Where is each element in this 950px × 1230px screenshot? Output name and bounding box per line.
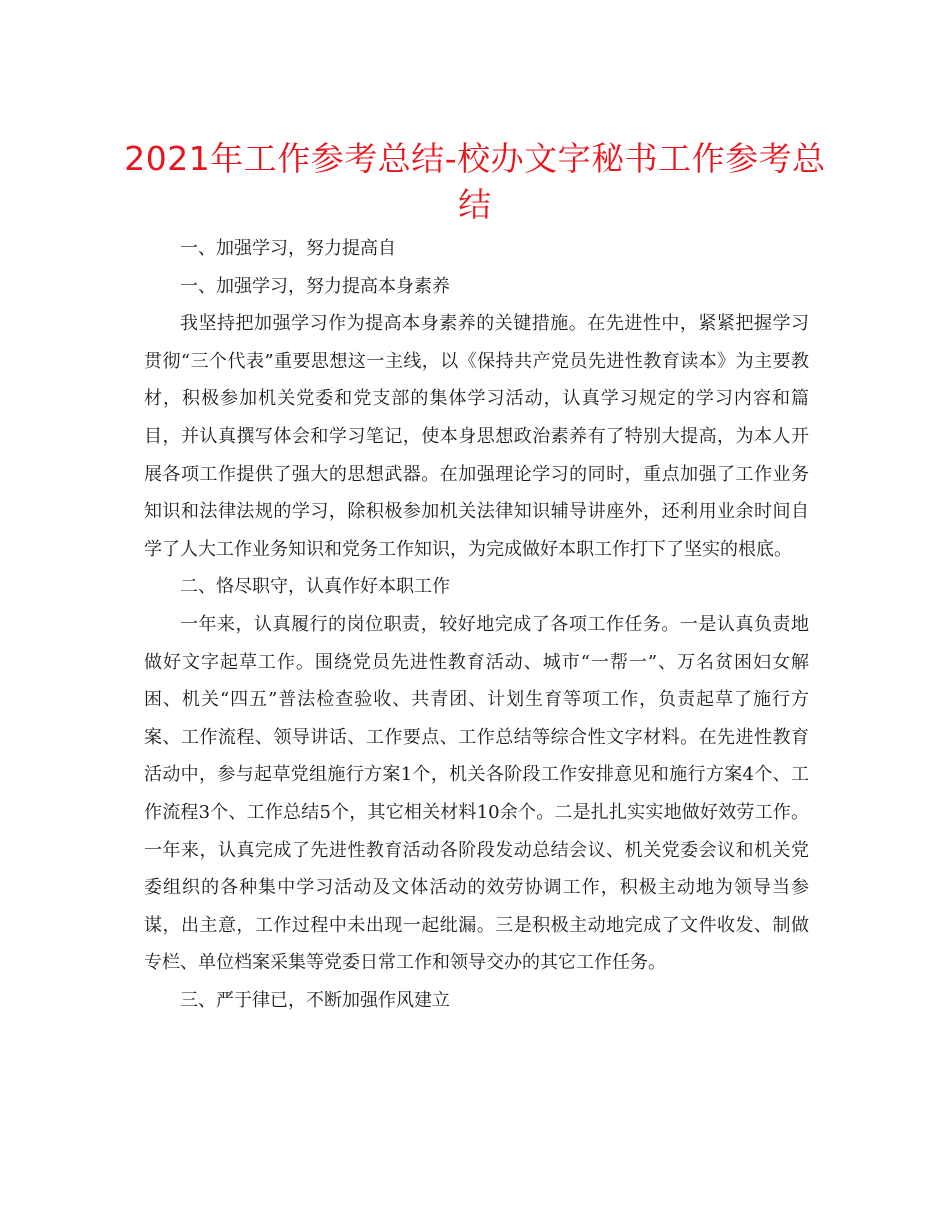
document-body	[144, 230, 809, 1019]
paragraph-study: 我坚持把加强学习作为提高本身素养的关键措施。在先进性中，紧紧把握学习贯彻“三个代表”重要思想这一主线，以《保持共产党员先进性教育读本》为主要教材，积极参加机关党委和党支部的集体学习活动，认真学习规定的学习内容和篇目，并认真撰写体会和学习笔记，使本身思想政治素养有了特别大提高，为本人开展各项工作提供了强大的思想武器。在加强理论学习的同时，重点加强了工作业务知识和法律法规的学习，除积极参加机关法律知识辅导讲座外，还利用业余时间自学了人大工作业务知识和党务工作知识，为完成做好本职工作打下了坚实的根底。	[144, 313, 809, 560]
paragraph-section-heading-3: 三、严于律已，不断加强作风建立	[180, 989, 450, 1011]
document-title: 2021年工作参考总结-校办文字秘书工作参考总结	[124, 139, 826, 224]
paragraph-duties: 一年来，认真履行的岗位职责，较好地完成了各项工作任务。一是认真负责地做好文字起草工作。围绕党员先进性教育活动、城市“一帮一”、万名贫困妇女解困、机关“四五”普法检查验收、共青团、计划生育等项工作，负责起草了施行方案、工作流程、领导讲话、工作要点、工作总结等综合性文字材料。在先进性教育活动中，参与起草党组施行方案1个，机关各阶段工作安排意见和施行方案4个、工作流程3个、工作总结5个，其它相关材料10余个。二是扎扎实实地做好效劳工作。一年来，认真完成了先进性教育活动各阶段发动总结会议、机关党委会议和机关党委组织的各种集中学习活动及文体活动的效劳协调工作，积极主动地为领导当参谋，出主意，工作过程中未出现一起纰漏。三是积极主动地完成了文件收发、制做专栏、单位档案采集等党委日常工作和领导交办的其它工作任务。	[144, 613, 809, 974]
paragraph-section-heading-1: 一、加强学习，努力提高本身素养	[180, 275, 450, 297]
paragraph-section-heading-2: 二、恪尽职守，认真作好本职工作	[180, 576, 450, 598]
paragraph-subheading-1: 一、加强学习，努力提高自	[180, 238, 396, 259]
